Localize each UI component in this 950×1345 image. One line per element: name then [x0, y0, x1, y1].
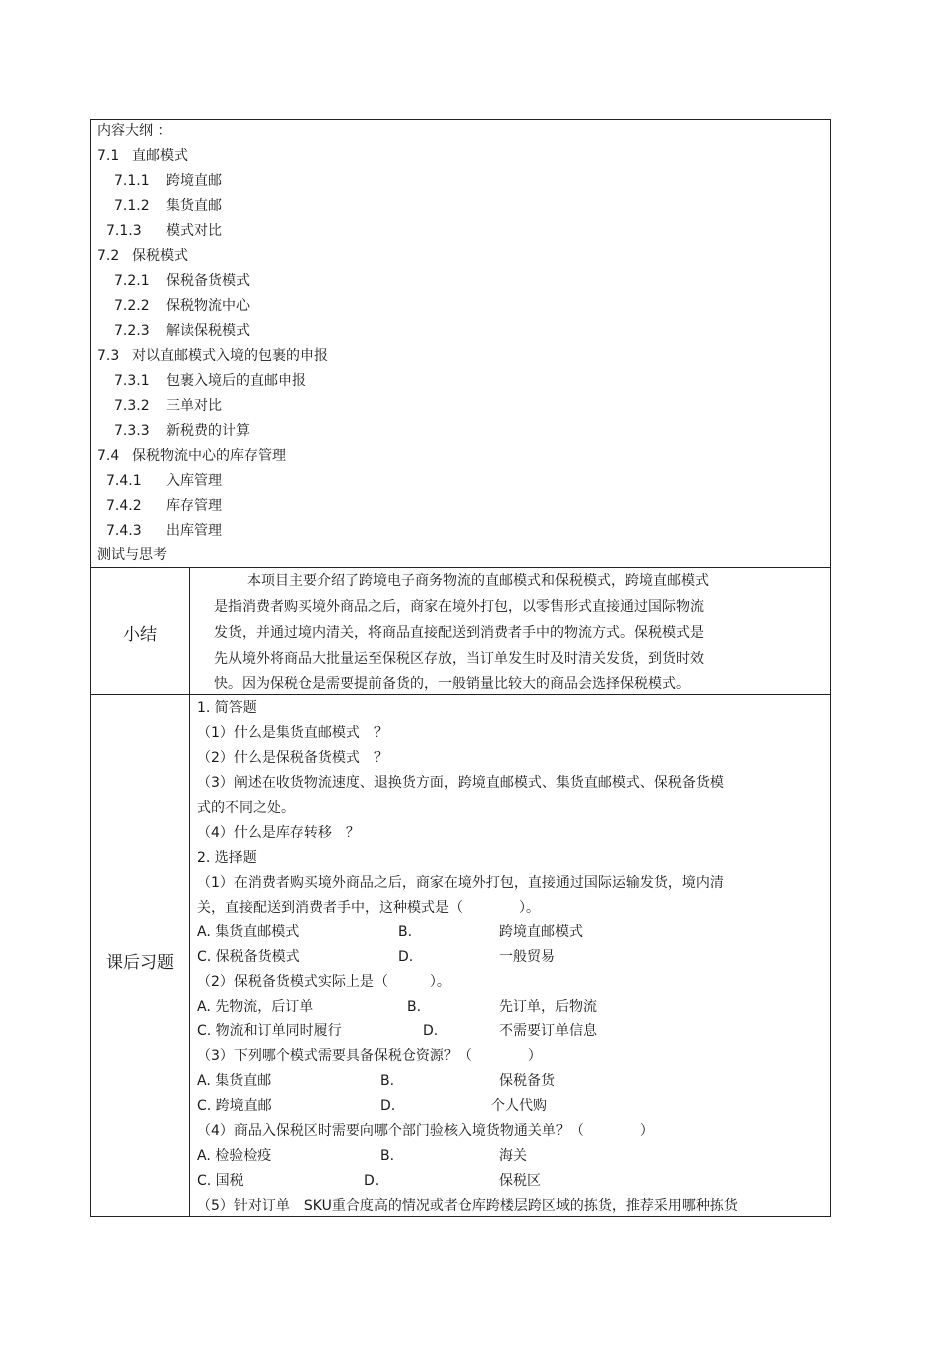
row-divider-summary [91, 567, 830, 568]
option-b-key: B. [380, 1073, 395, 1089]
question: （2）什么是保税备货模式 ？ [197, 750, 388, 766]
question: （3）下列哪个模式需要具备保税仓资源？（ ） [197, 1048, 542, 1064]
option-c: C. 物流和订单同时履行 [197, 1023, 342, 1039]
question: （1）什么是集货直邮模式 ？ [197, 725, 388, 741]
outline-item: 7.3.3 新税费的计算 [114, 423, 250, 439]
outline-footer: 测试与思考 [97, 547, 167, 563]
option-d: 一般贸易 [499, 949, 555, 965]
option-c: C. 国税 [197, 1173, 244, 1189]
option-b: 跨境直邮模式 [499, 924, 583, 940]
outline-item: 7.4 保税物流中心的库存管理 [97, 448, 286, 464]
outline-item: 7.4.3 出库管理 [106, 523, 222, 539]
option-a: A. 集货直邮模式 [197, 924, 300, 940]
option-b-key: B. [398, 924, 413, 940]
outline-item: 7.1.2 集货直邮 [114, 198, 222, 214]
outline-item: 7.1.1 跨境直邮 [114, 173, 222, 189]
outline-item: 7.3 对以直邮模式入境的包裹的申报 [97, 348, 328, 364]
outline-item: 7.4.1 入库管理 [106, 473, 222, 489]
option-d-key: D. [380, 1098, 396, 1114]
outline-item: 7.2.3 解读保税模式 [114, 323, 250, 339]
option-a: A. 集货直邮 [197, 1073, 272, 1089]
question: （2）保税备货模式实际上是（ ）。 [197, 974, 451, 990]
outline-item: 7.4.2 库存管理 [106, 498, 222, 514]
outline-heading: 内容大纲 ： [97, 123, 172, 139]
document-table [90, 119, 831, 1217]
summary-line: 本项目主要介绍了跨境电子商务物流的直邮模式和保税模式，跨境直邮模式 [247, 573, 709, 589]
option-d: 不需要订单信息 [499, 1023, 597, 1039]
outline-item: 7.2.1 保税备货模式 [114, 273, 250, 289]
option-a: A. 先物流，后订单 [197, 999, 314, 1015]
option-c: C. 保税备货模式 [197, 949, 300, 965]
option-d: 保税区 [499, 1173, 541, 1189]
option-d: 个人代购 [491, 1098, 547, 1114]
option-b: 保税备货 [499, 1073, 555, 1089]
summary-label: 小结 [123, 625, 157, 645]
exercises-label: 课后习题 [106, 953, 174, 973]
row-divider-exercises [91, 694, 830, 695]
outline-item: 7.2.2 保税物流中心 [114, 298, 250, 314]
option-d-key: D. [364, 1173, 380, 1189]
summary-line: 先从境外将商品大批量运至保税区存放，当订单发生时及时清关发货，到货时效 [214, 651, 704, 667]
question: （5）针对订单 SKU重合度高的情况或者仓库跨楼层跨区域的拣货，推荐采用哪种拣货 [197, 1198, 738, 1214]
question: （4）什么是库存转移 ？ [197, 825, 360, 841]
option-c: C. 跨境直邮 [197, 1098, 272, 1114]
option-b: 先订单，后物流 [499, 999, 597, 1015]
option-a: A. 检验检疫 [197, 1148, 272, 1164]
option-d-key: D. [398, 949, 414, 965]
question: （4）商品入保税区时需要向哪个部门验核入境货物通关单？（ ） [197, 1123, 654, 1139]
section-title: 1. 简答题 [197, 700, 257, 716]
outline-item: 7.1.3 模式对比 [106, 223, 222, 239]
option-b-key: B. [380, 1148, 395, 1164]
outline-item: 7.1 直邮模式 [97, 148, 188, 164]
outline-item: 7.2 保税模式 [97, 248, 188, 264]
column-divider [189, 567, 190, 1217]
option-b: 海关 [499, 1148, 527, 1164]
question: （1）在消费者购买境外商品之后，商家在境外打包，直接通过国际运输发货，境内清 [197, 875, 724, 891]
summary-line: 发货，并通过境内清关，将商品直接配送到消费者手中的物流方式。保税模式是 [214, 625, 704, 641]
option-b-key: B. [407, 999, 422, 1015]
option-d-key: D. [423, 1023, 439, 1039]
summary-line: 是指消费者购买境外商品之后，商家在境外打包，以零售形式直接通过国际物流 [214, 599, 704, 615]
question-continued: 式的不同之处。 [197, 800, 295, 816]
question: （3）阐述在收货物流速度、退换货方面，跨境直邮模式、集货直邮模式、保税备货模 [197, 775, 724, 791]
section-title: 2. 选择题 [197, 850, 257, 866]
question-continued: 关，直接配送到消费者手中，这种模式是（ ）。 [197, 900, 540, 916]
summary-line: 快。因为保税仓是需要提前备货的，一般销量比较大的商品会选择保税模式。 [214, 676, 690, 692]
outline-item: 7.3.1 包裹入境后的直邮申报 [114, 373, 306, 389]
outline-item: 7.3.2 三单对比 [114, 398, 222, 414]
